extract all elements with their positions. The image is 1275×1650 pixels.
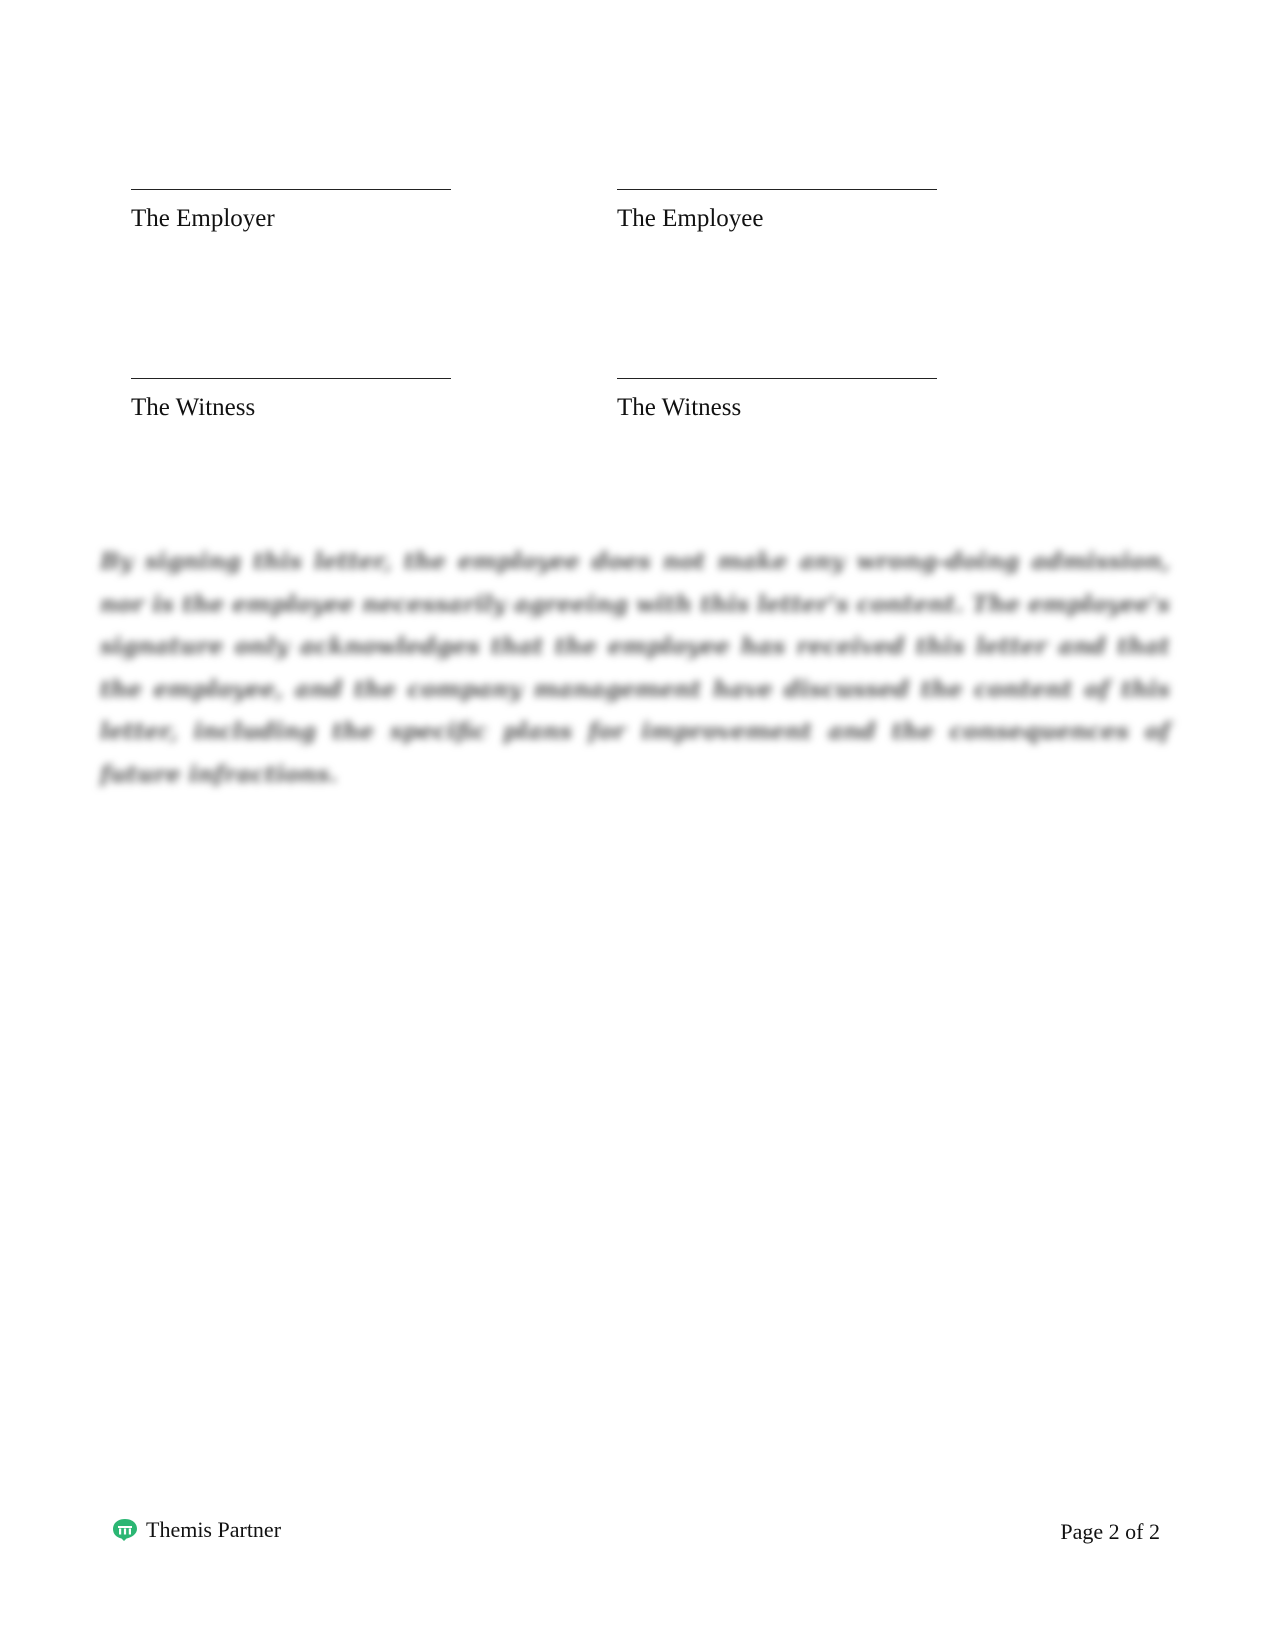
footer-brand xyxy=(112,1516,281,1544)
signature-block-witness-1 xyxy=(131,378,451,423)
signature-line xyxy=(131,189,451,190)
signature-block-employer xyxy=(131,189,451,234)
signature-block-employee xyxy=(617,189,937,234)
signature-label-employer: The Employer xyxy=(131,205,275,232)
signature-label-witness-2: The Witness xyxy=(617,394,742,421)
themis-logo-icon xyxy=(112,1518,138,1542)
signature-line xyxy=(617,378,937,379)
brand-name: Themis Partner xyxy=(146,1517,282,1542)
signature-label-witness-1: The Witness xyxy=(131,394,256,421)
page-number: Page 2 of 2 xyxy=(1060,1519,1160,1544)
signature-block-witness-2 xyxy=(617,378,937,423)
signature-line xyxy=(617,189,937,190)
signature-label-employee: The Employee xyxy=(617,205,764,232)
signature-line xyxy=(131,378,451,379)
disclaimer-paragraph: By signing this letter, the employee does not make any wrong-doing admission, nor is the employee necessarily agreeing with this letter's content. The employee's signature only acknowledges that the employee has received this letter and that the employee, and the company management have discussed the content of this letter, including the specific plans for improvement and the consequences of future infractions. xyxy=(100,548,1170,788)
